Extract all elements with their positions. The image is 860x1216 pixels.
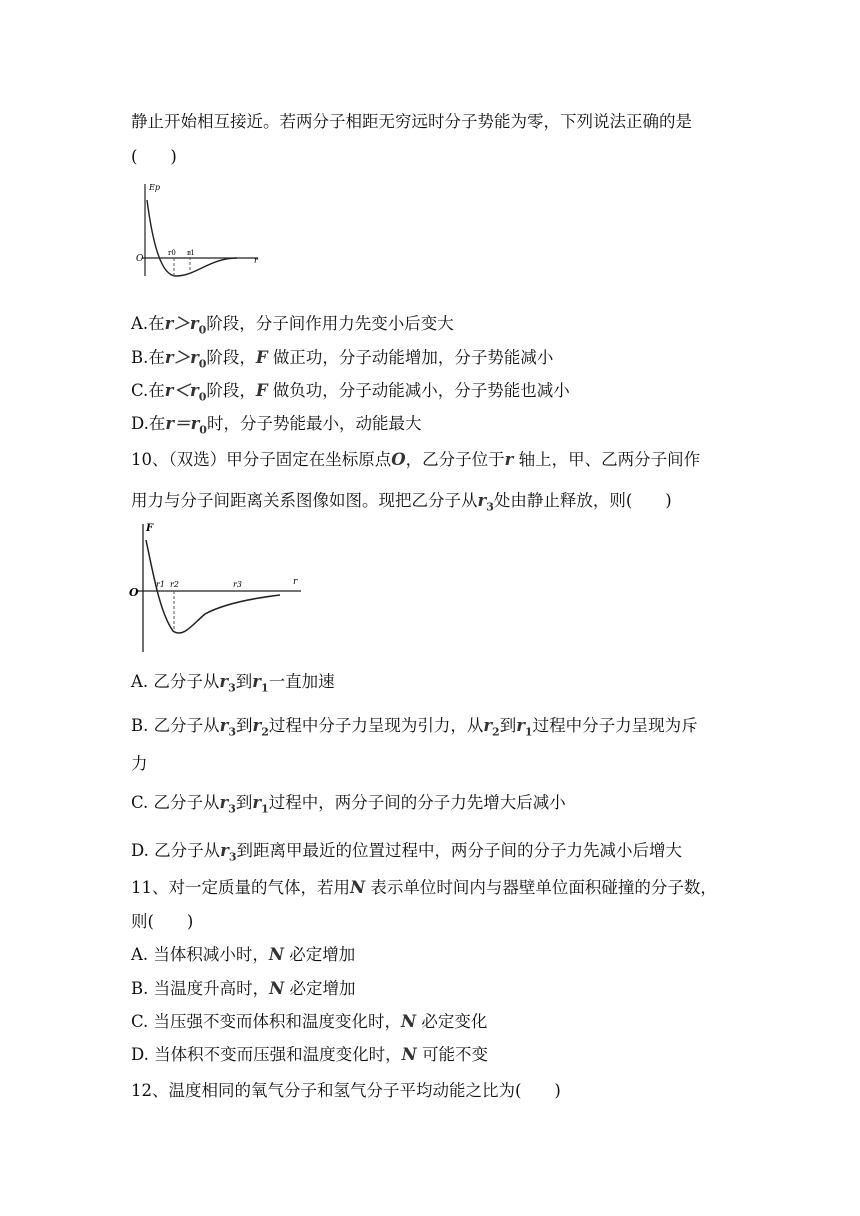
q11-stem-line1: 11、对一定质量的气体，若用N 表示单位时间内与器壁单位面积碰撞的分子数， bbox=[131, 878, 717, 897]
q10-graph-r3: r3 bbox=[233, 580, 242, 589]
q10-option-d: D. 乙分子从$r_3$到距离甲最近的位置过程中，两分子间的分子力先减小后增大 bbox=[131, 841, 682, 864]
q9-option-c: C.在$r<r_0$阶段，F 做负功，分子动能减小，分子势能也减小 bbox=[131, 381, 570, 404]
q11-option-d: D. 当体积不变而压强和温度变化时，N 可能不变 bbox=[131, 1045, 488, 1064]
q10-graph-r2: r2 bbox=[170, 580, 179, 589]
q10-option-b: B. 乙分子从$r_3$到$r_2$过程中分子力呈现为引力，从$r_2$到$r_1$过程中分子力呈现为斥 bbox=[131, 716, 698, 739]
q9-option-a-relation: $r>r_0$ bbox=[164, 314, 207, 337]
q10-graph-ylabel: F bbox=[146, 523, 154, 534]
q9-potential-energy-graph bbox=[130, 178, 265, 278]
q9-stem-line2: ( ) bbox=[131, 147, 177, 166]
q10-option-a: A. 乙分子从$r_3$到$r_1$一直加速 bbox=[131, 672, 335, 695]
q9-stem-line1: 静止开始相互接近。若两分子相距无穷远时分子势能为零，下列说法正确的是 bbox=[131, 112, 692, 131]
q10-graph-origin: O bbox=[129, 586, 139, 599]
q10-option-b-cont: 力 bbox=[131, 754, 148, 773]
q9-graph-r1: r1 bbox=[187, 249, 195, 257]
q10-stem-line1: 10、（双选）甲分子固定在坐标原点O，乙分子位于r 轴上，甲、乙两分子间作 bbox=[131, 450, 701, 469]
q9-option-a: A.在$r>r_0$阶段，分子间作用力先变小后变大 bbox=[131, 314, 454, 337]
q10-graph-r1: r1 bbox=[156, 580, 165, 589]
q10-stem-line2: 用力与分子间距离关系图像如图。现把乙分子从$r_3$处由静止释放，则( ) bbox=[131, 491, 672, 514]
q9-graph-xlabel: r bbox=[254, 256, 258, 265]
q10-graph-xlabel: r bbox=[293, 577, 298, 587]
q11-stem-line2: 则( ) bbox=[131, 912, 194, 931]
q9-option-b: B.在$r>r_0$阶段，F 做正功，分子动能增加，分子势能减小 bbox=[131, 348, 554, 371]
q11-option-a: A. 当体积减小时，N 必定增加 bbox=[131, 945, 356, 964]
q9-option-d: D.在$r=r_0$时，分子势能最小，动能最大 bbox=[131, 414, 422, 437]
q9-graph-r0: r0 bbox=[168, 249, 176, 257]
q10-force-graph bbox=[125, 518, 305, 656]
q11-option-b: B. 当温度升高时，N 必定增加 bbox=[131, 979, 356, 998]
q11-option-c: C. 当压强不变而体积和温度变化时，N 必定变化 bbox=[131, 1012, 488, 1031]
q9-graph-origin: O bbox=[136, 254, 144, 264]
q10-option-c: C. 乙分子从$r_3$到$r_1$过程中，两分子间的分子力先增大后减小 bbox=[131, 793, 566, 816]
q12-stem: 12、温度相同的氧气分子和氢气分子平均动能之比为( ) bbox=[131, 1081, 561, 1100]
q9-graph-ylabel: Ep bbox=[149, 183, 160, 192]
